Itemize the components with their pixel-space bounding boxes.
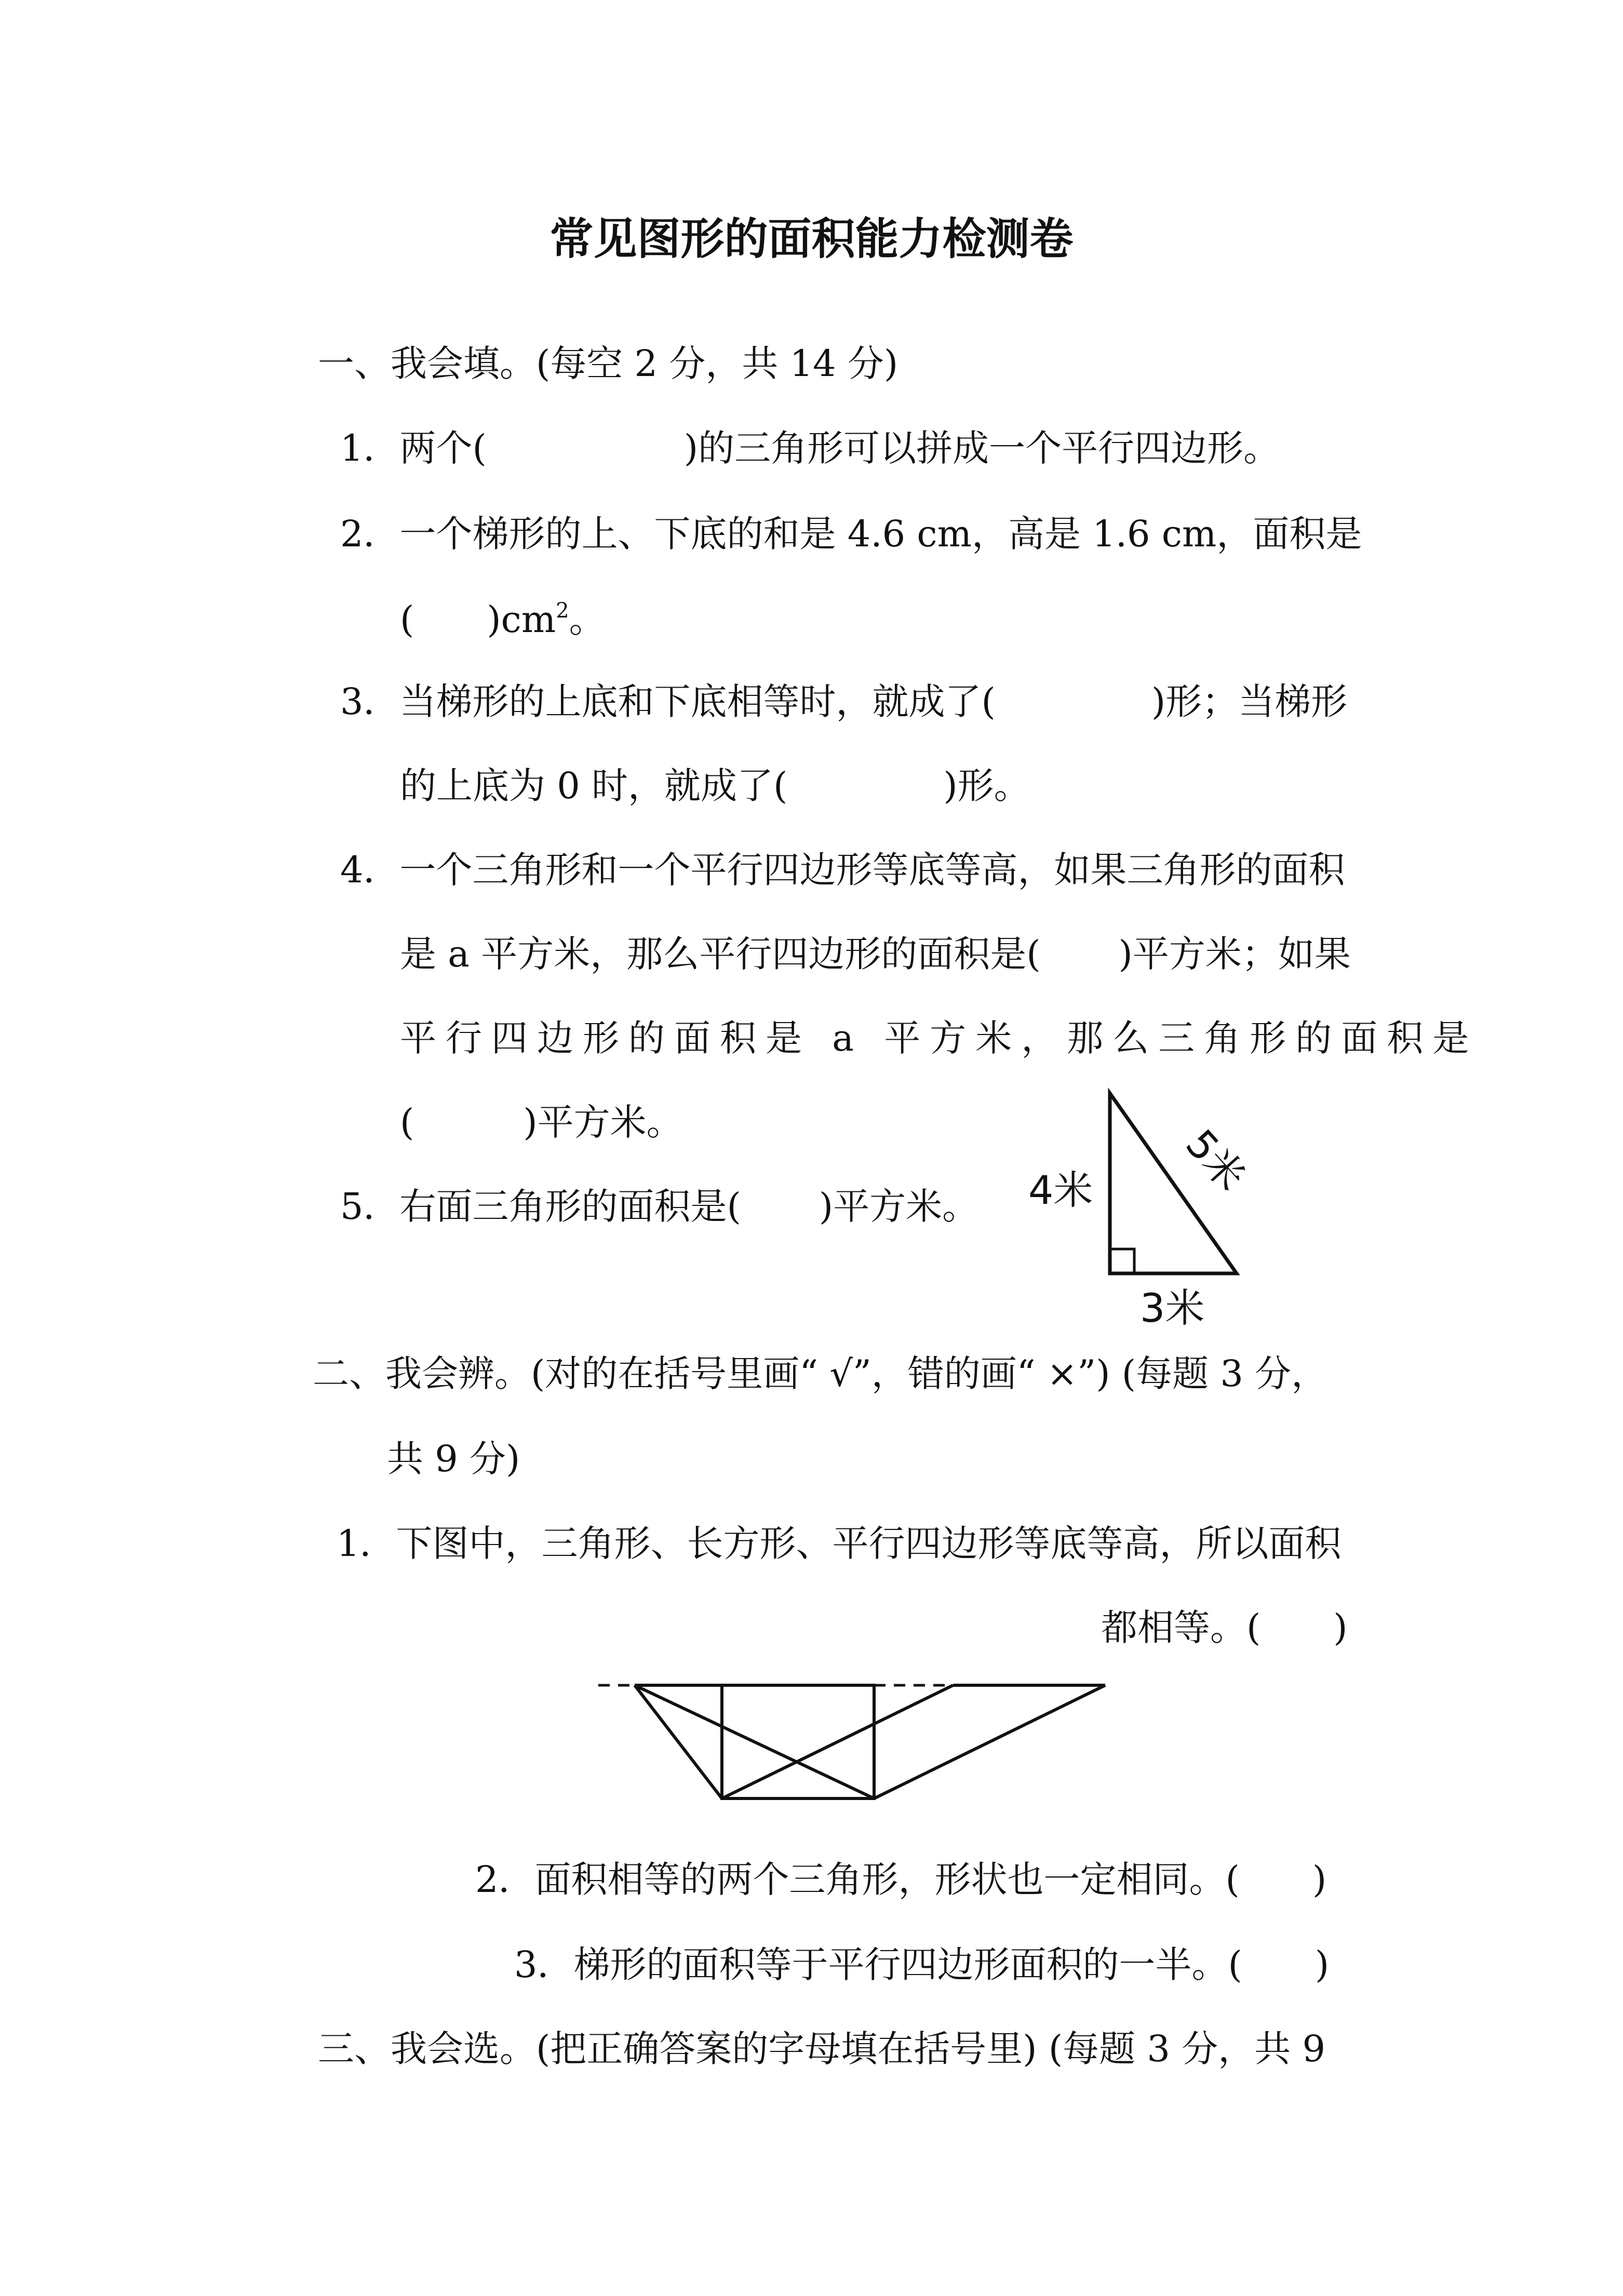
s1-q4-line3: 平行四边形的面积是 a 平方米，那么三角形的面积是 [400, 1017, 1479, 1059]
s1-q3-l1-post: )形；当梯形 [1151, 680, 1348, 723]
section3-heading: 三、我会选。(把正确答案的字母填在括号里) (每题 3 分，共 9 [318, 2028, 1326, 2070]
s1-q1-pre: 两个( [399, 427, 487, 469]
s2-q3-num: 3． [514, 1943, 574, 1986]
section2-heading-l2: 共 9 分) [387, 1438, 520, 1480]
s2-q1-num: 1． [337, 1522, 396, 1565]
s1-q2-sup: 2 [556, 599, 569, 623]
s2-q2-text: 面积相等的两个三角形，形状也一定相同。( ) [534, 1858, 1327, 1901]
s2-q3-text: 梯形的面积等于平行四边形面积的一半。( ) [573, 1943, 1330, 1986]
s1-q4-text1: 一个三角形和一个平行四边形等底等高，如果三角形的面积 [399, 849, 1345, 891]
s1-q4-l2-post: )平方米；如果 [1118, 933, 1351, 975]
s1-q2-close: )cm [487, 598, 556, 641]
s1-q5-pre: 右面三角形的面积是( [399, 1185, 741, 1228]
s2-q3 [514, 1943, 1330, 1986]
label-bottom: 3米 [1140, 1285, 1205, 1331]
s1-q4-l4-open: ( [400, 1101, 414, 1144]
s1-q3-l2-pre: 的上底为 0 时，就成了( [400, 764, 788, 807]
s2-q2 [475, 1858, 1327, 1901]
s1-q3-l2-post: )形。 [943, 764, 1030, 807]
s1-q2-end: 。 [569, 598, 606, 641]
label-left: 4米 [1028, 1167, 1093, 1213]
s1-q2-num: 2． [340, 513, 400, 555]
page-title: 常见图形的面积能力检测卷 [549, 213, 1074, 264]
s1-q1-post: )的三角形可以拼成一个平行四边形。 [683, 427, 1280, 469]
s1-q2-text: 一个梯形的上、下底的和是 4.6 cm，高是 1.6 cm，面积是 [399, 513, 1362, 555]
section2-heading-l1: 二、我会辨。(对的在括号里画“ √”，错的画“ ×”) (每题 3 分， [313, 1352, 1328, 1395]
parallelogram-right-side [874, 1685, 1105, 1798]
s1-q4-num: 4． [340, 849, 400, 891]
rectangle-shape [722, 1685, 874, 1798]
s1-q5-num: 5． [340, 1185, 400, 1228]
s2-q2-num: 2． [475, 1858, 535, 1901]
s1-q5-post: )平方米。 [819, 1185, 979, 1228]
s1-q4-l4-post: )平方米。 [523, 1101, 683, 1144]
s2-q1-text1: 下图中，三角形、长方形、平行四边形等底等高，所以面积 [396, 1522, 1342, 1565]
s1-q3-l1-pre: 当梯形的上底和下底相等时，就成了( [399, 680, 996, 723]
s1-q1-num: 1． [340, 427, 400, 469]
label-hypotenuse: 5米 [1177, 1121, 1255, 1200]
s1-q2-open: ( [400, 598, 414, 641]
s1-q4-l2-pre: 是 a 平方米，那么平行四边形的面积是( [400, 933, 1041, 975]
s2-q1-line2: 都相等。( ) [1101, 1606, 1348, 1649]
section1-heading: 一、我会填。(每空 2 分，共 14 分) [318, 342, 898, 385]
s1-q3-num: 3． [340, 680, 400, 723]
